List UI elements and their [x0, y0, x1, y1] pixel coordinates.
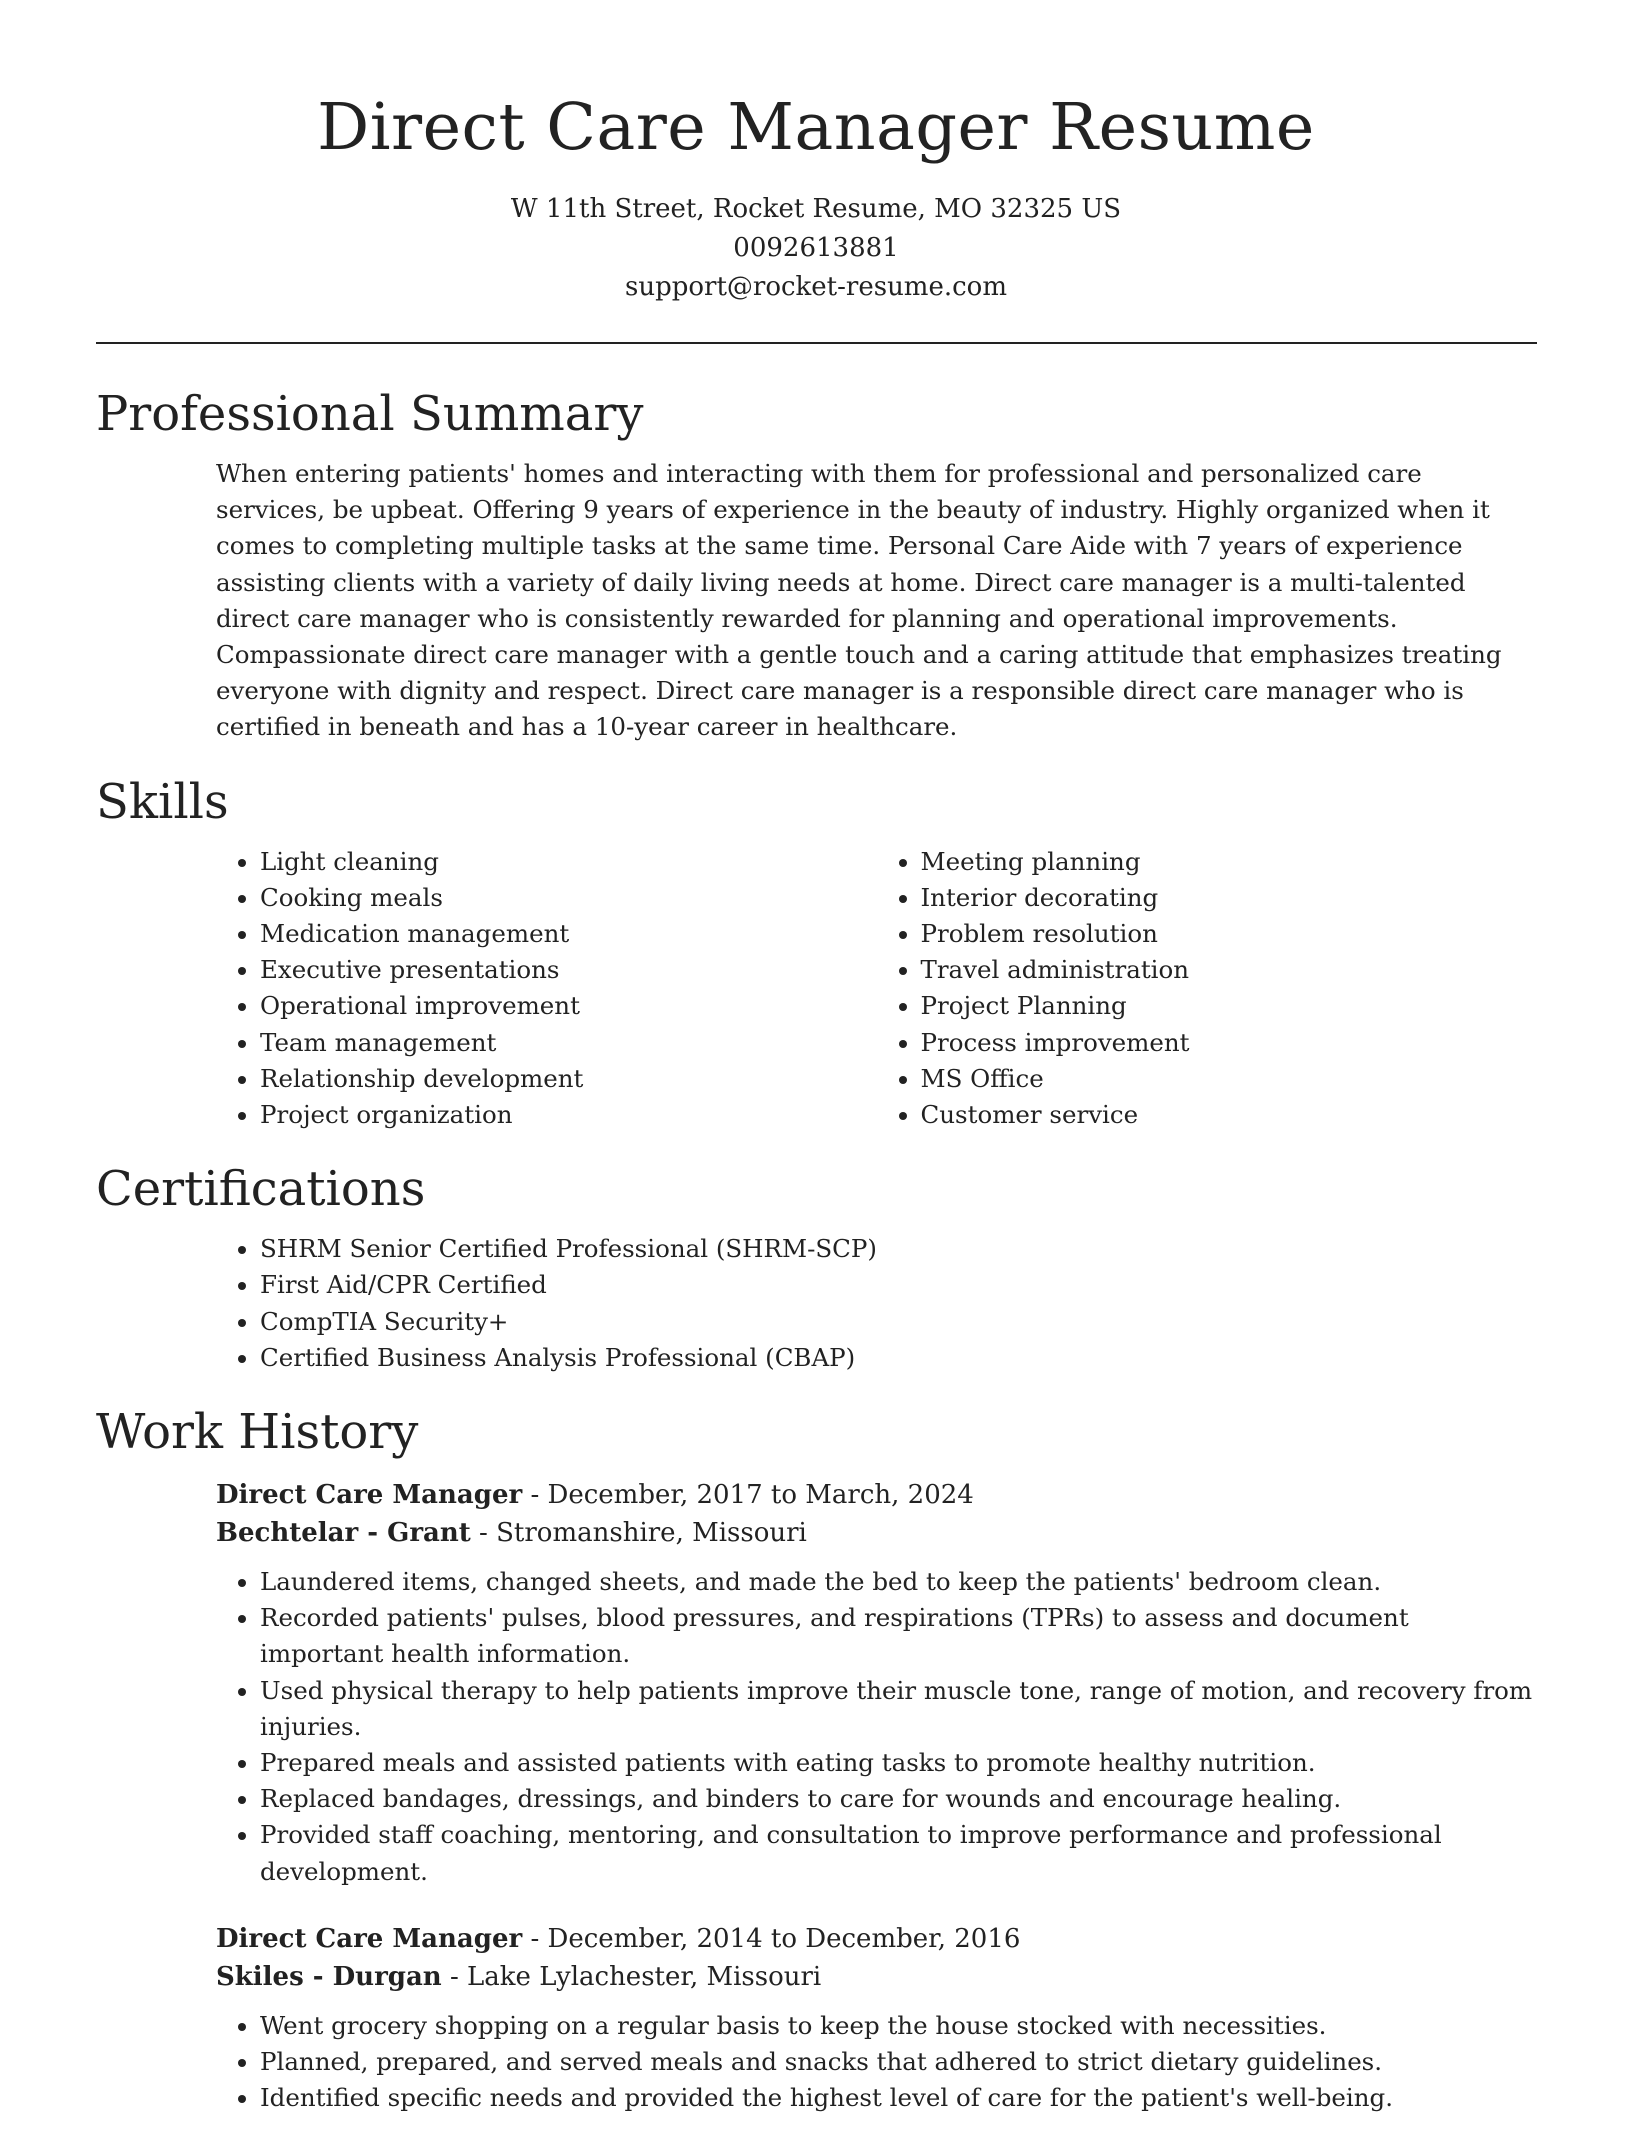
- duty-item: • Identified specific needs and provided the highest level of care for the patient's well-being.: [260, 2080, 1537, 2116]
- certification-item: • SHRM Senior Certified Professional (SHRM-SCP): [260, 1231, 1537, 1267]
- skill-item: • Project Planning: [921, 988, 1538, 1024]
- skill-item: • Cooking meals: [260, 880, 877, 916]
- duty-item: • Replaced bandages, dressings, and binders to care for wounds and encourage healing.: [260, 1781, 1537, 1817]
- job-duties: [216, 2008, 1537, 2117]
- skills-list-right: [877, 844, 1538, 1134]
- duty-item: • Prepared meals and assisted patients with eating tasks to promote healthy nutrition.: [260, 1745, 1537, 1781]
- skill-item: • Meeting planning: [921, 844, 1538, 880]
- certification-item: • Certified Business Analysis Professional (CBAP): [260, 1340, 1537, 1376]
- duty-item: • Used physical therapy to help patients improve their muscle tone, range of motion, and recovery from injuries.: [260, 1673, 1537, 1745]
- skill-item: • Team management: [260, 1025, 877, 1061]
- job-header: [216, 1476, 1537, 1552]
- skill-item: • Project organization: [260, 1097, 877, 1133]
- contact-address: W 11th Street, Rocket Resume, MO 32325 US: [510, 194, 1122, 224]
- summary-section: [96, 372, 1537, 746]
- job-location: - Lake Lylachester, Missouri: [441, 1961, 822, 1992]
- skills-heading: Skills: [96, 773, 229, 830]
- job-entry: [216, 1476, 1537, 1890]
- contact-email: support@rocket-resume.com: [624, 272, 1007, 302]
- certifications-section: [96, 1147, 1537, 1376]
- header-divider: [96, 342, 1537, 344]
- skill-item: • Process improvement: [921, 1025, 1538, 1061]
- job-duties: [216, 1564, 1537, 1890]
- skill-item: • Problem resolution: [921, 916, 1538, 952]
- summary-heading: Professional Summary: [96, 386, 644, 442]
- job-entry: [216, 1920, 1537, 2117]
- certification-item: • CompTIA Security+: [260, 1304, 1537, 1340]
- skills-columns: [216, 844, 1537, 1134]
- skill-item: • Executive presentations: [260, 952, 877, 988]
- skills-section: [96, 760, 1537, 1134]
- contact-phone: 0092613881: [733, 233, 899, 263]
- certification-item: • First Aid/CPR Certified: [260, 1267, 1537, 1303]
- resume-body: [96, 372, 1537, 2147]
- skill-item: • Travel administration: [921, 952, 1538, 988]
- skill-item: • Light cleaning: [260, 844, 877, 880]
- skill-item: • Operational improvement: [260, 988, 877, 1024]
- job-location: - Stromanshire, Missouri: [470, 1518, 807, 1549]
- certifications-list: [216, 1231, 1537, 1376]
- resume-title: Direct Care Manager Resume: [317, 90, 1315, 165]
- job-title: Direct Care Manager: [216, 1923, 523, 1954]
- job-header: [216, 1920, 1537, 1996]
- duty-item: • Laundered items, changed sheets, and made the bed to keep the patients' bedroom clean.: [260, 1564, 1537, 1600]
- duty-item: • Went grocery shopping on a regular basis to keep the house stocked with necessities.: [260, 2008, 1537, 2044]
- skill-item: • Relationship development: [260, 1061, 877, 1097]
- job-employer: Bechtelar - Grant: [216, 1518, 471, 1549]
- duty-item: • Planned, prepared, and served meals and snacks that adhered to strict dietary guidelines.: [260, 2044, 1537, 2080]
- skill-item: • Customer service: [921, 1097, 1538, 1133]
- skill-item: • Interior decorating: [921, 880, 1538, 916]
- contact-info: [0, 190, 1632, 307]
- duty-item: • Recorded patients' pulses, blood pressures, and respirations (TPRs) to assess and document important health information.: [260, 1600, 1537, 1672]
- skill-item: • MS Office: [921, 1061, 1538, 1097]
- resume-header: [0, 0, 1632, 307]
- job-dates: - December, 2017 to March, 2024: [522, 1480, 974, 1511]
- job-dates: - December, 2014 to December, 2016: [522, 1923, 1021, 1954]
- duty-item: • Provided staff coaching, mentoring, and consultation to improve performance and professional development.: [260, 1817, 1537, 1889]
- skill-item: • Medication management: [260, 916, 877, 952]
- skills-list-left: [216, 844, 877, 1134]
- certifications-heading: Certifications: [96, 1161, 426, 1218]
- work-history-heading: Work History: [96, 1404, 419, 1461]
- work-history-section: [96, 1390, 1537, 2116]
- summary-text: When entering patients' homes and interacting with them for professional and personalized care services, be upbeat. Offering 9 years of experience in the beauty of industry. Highly organized when it comes to completing multiple tasks at the same time. Personal Care Aide with 7 years of experience assisting clients with a variety of daily living needs at home. Direct care manager is a multi-talented direct care manager who is consistently rewarded for planning and operational improvements. Compassionate direct care manager with a gentle touch and a caring attitude that emphasizes treating everyone with dignity and respect. Direct care manager is a responsible direct care manager who is certified in beneath and has a 10-year career in healthcare.: [216, 459, 1502, 742]
- job-title: Direct Care Manager: [216, 1480, 523, 1511]
- job-employer: Skiles - Durgan: [216, 1961, 442, 1992]
